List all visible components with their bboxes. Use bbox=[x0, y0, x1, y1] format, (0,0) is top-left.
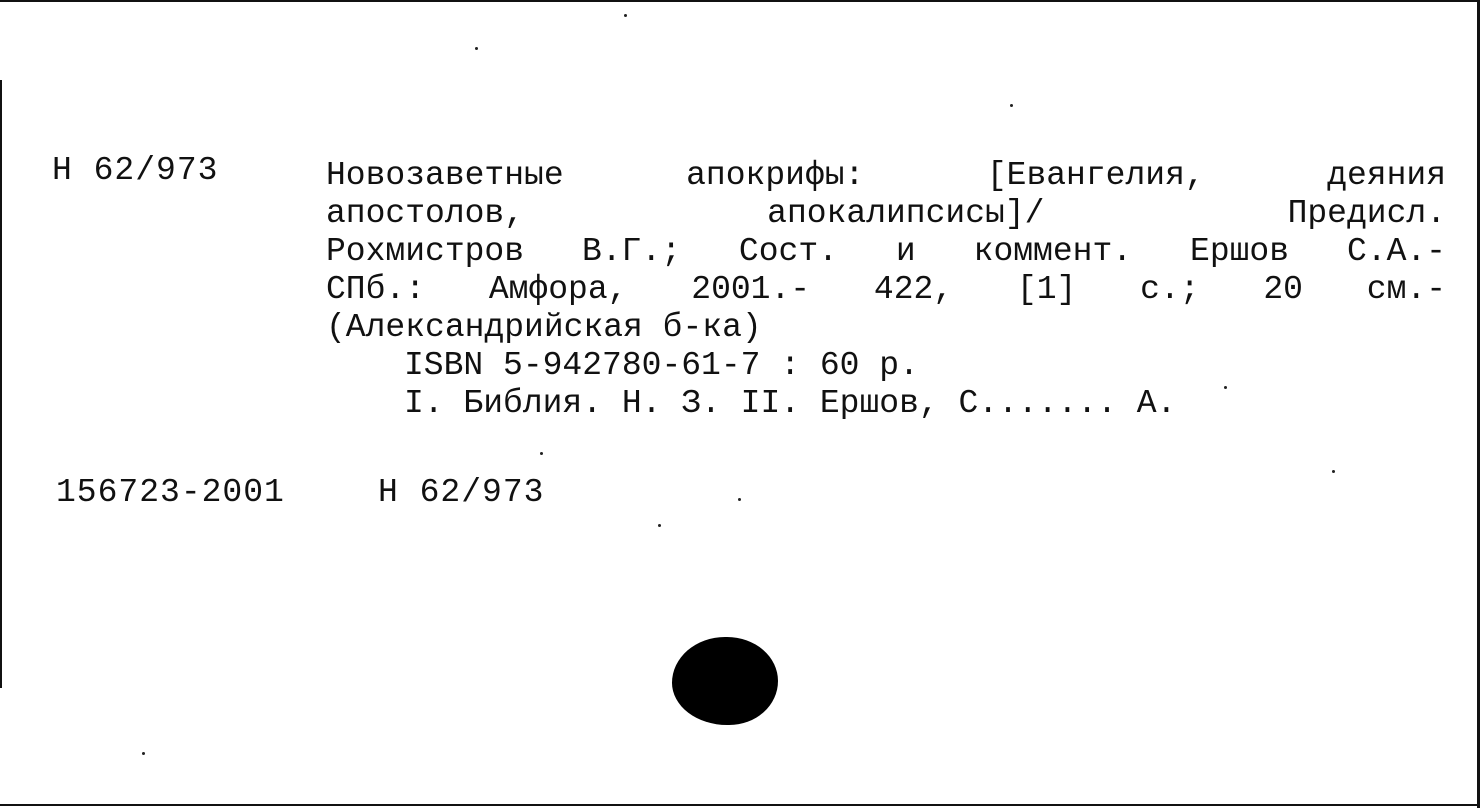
scan-speck bbox=[475, 47, 478, 50]
description-line: апостолов, апокалипсисы]/ Предисл. bbox=[326, 195, 1446, 232]
description-line: Рохмистров В.Г.; Сост. и коммент. Ершов С.А.- bbox=[326, 233, 1446, 270]
accession-number: 156723-2001 bbox=[56, 474, 285, 511]
bibliographic-description bbox=[326, 157, 1446, 423]
isbn-line: ISBN 5-942780-61-7 : 60 р. bbox=[404, 347, 919, 384]
punch-hole bbox=[672, 637, 778, 725]
scan-speck bbox=[1332, 470, 1335, 473]
scan-speck bbox=[738, 498, 741, 501]
tracings-line: I. Библия. Н. З. II. Ершов, С....... А. bbox=[404, 385, 1177, 422]
shelfmark: Н 62/973 bbox=[52, 152, 219, 189]
scan-speck bbox=[540, 452, 543, 455]
bottom-shelfmark: Н 62/973 bbox=[378, 474, 545, 511]
scan-speck bbox=[142, 752, 145, 755]
description-line: СПб.: Амфора, 2001.- 422, [1] с.; 20 см.- bbox=[326, 271, 1446, 308]
card-left-border bbox=[0, 80, 2, 688]
card-bottom-border bbox=[0, 804, 1480, 806]
card-top-border bbox=[0, 0, 1480, 2]
scan-speck bbox=[624, 14, 627, 17]
scan-speck bbox=[658, 524, 661, 527]
description-line: Новозаветные апокрифы: [Евангелия, деяния bbox=[326, 157, 1446, 194]
scan-speck bbox=[1224, 386, 1227, 389]
scan-speck bbox=[1010, 104, 1013, 107]
description-line: (Александрийская б-ка) bbox=[326, 309, 762, 346]
